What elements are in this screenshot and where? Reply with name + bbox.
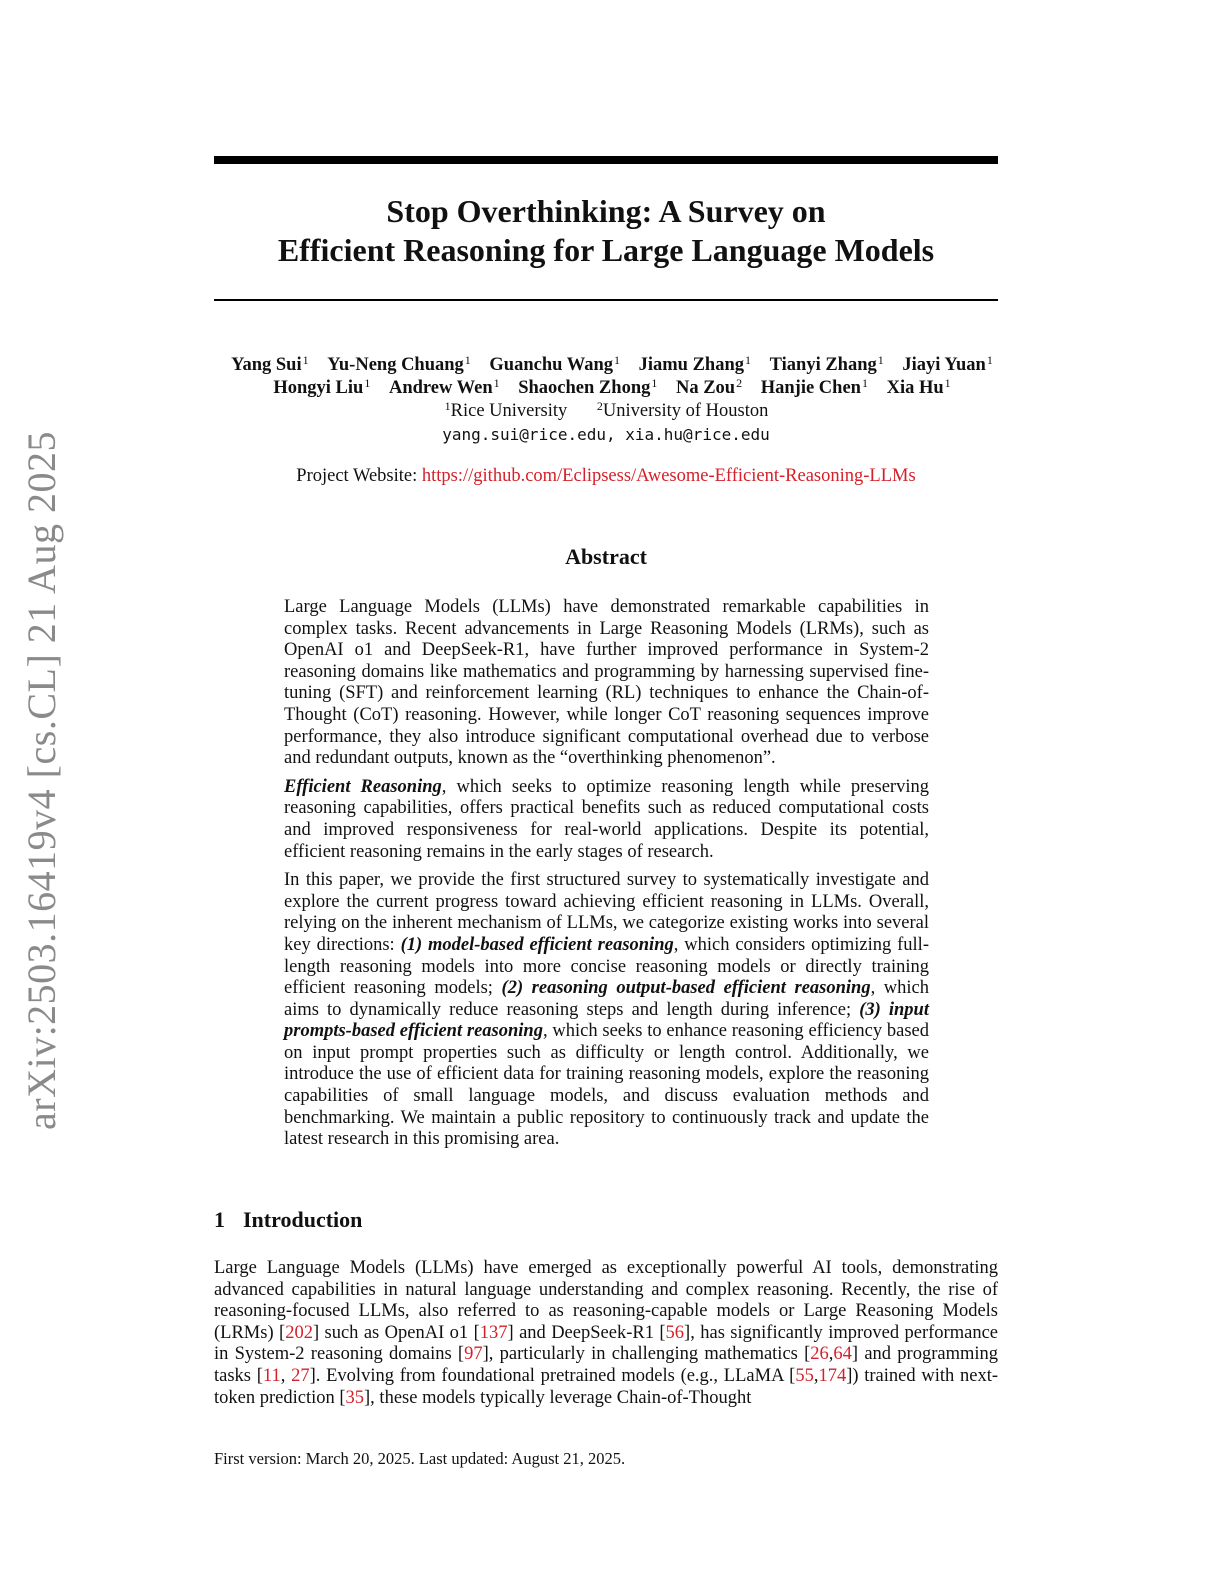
paper-title-line-2: Efficient Reasoning for Large Language Models (277, 232, 935, 268)
affiliation: $^1$Rice University (444, 399, 568, 421)
author-line-1 (150, 354, 1074, 377)
author: Shaochen Zhong$^1$ (518, 376, 658, 398)
citation-link[interactable]: 137 (479, 1322, 508, 1343)
paper-title (214, 192, 998, 270)
title-top-rule (214, 156, 998, 164)
citation-link[interactable]: 26 (810, 1344, 829, 1365)
paper-title-line-1: Stop Overthinking: A Survey on (386, 193, 826, 229)
project-website (214, 465, 998, 488)
citation-link[interactable]: 202 (285, 1322, 313, 1343)
author: Yu-Neng Chuang$^1$ (327, 353, 471, 375)
citation-link[interactable]: 64 (833, 1344, 852, 1365)
author: Jiamu Zhang$^1$ (638, 353, 752, 375)
author: Hongyi Liu$^1$ (273, 376, 371, 398)
abstract-paragraph-3: In this paper, we provide the first structured survey to systematically investigate and explore the current progress toward achieving efficient reasoning in LLMs. Overall, relying on the inherent mechanism of LLMs, we categorize existing works into several key directions: (1) model-based efficient reasoning, which considers optimizing full-length reasoning models into more concise reasoning models or directly training efficient reasoning models; (2) reasoning output-based efficient reasoning, which aims to dynamically reduce reasoning steps and length during inference; (3) input prompts-based efficient reasoning, which seeks to enhance reasoning efficiency based on input prompt properties such as difficulty or length control. Additionally, we introduce the use of efficient data for training reasoning models, explore the reasoning capabilities of small language models, and discuss evaluation methods and benchmarking. We maintain a public repository to continuously track and update the latest research in this promising area. (284, 870, 929, 1150)
version-footnote: First version: March 20, 2025. Last updated: August 21, 2025. (214, 1449, 626, 1468)
introduction-paragraph: Large Language Models (LLMs) have emerged as exceptionally powerful AI tools, demonstrating advanced capabilities in natural language understanding and complex reasoning. Recently, the rise of reasoning-focused LLMs, also referred to as reasoning-capable models or Large Reasoning Models (LRMs) [202] such as OpenAI o1 [137] and DeepSeek-R1 [56], has significantly improved performance in System-2 reasoning domains [97], particularly in challenging mathematics [26,64] and programming tasks [11, 27]. Evolving from foundational pretrained models (e.g., LLaMA [55,174]) trained with next-token prediction [35], these models typically leverage Chain-of-Thought (214, 1258, 998, 1408)
affiliation: $^2$University of Houston (596, 399, 769, 421)
author: Yang Sui$^1$ (231, 353, 309, 375)
title-bottom-rule (214, 299, 998, 301)
section-heading-introduction (214, 1206, 362, 1234)
author: Tianyi Zhang$^1$ (769, 353, 884, 375)
section-title: Introduction (243, 1207, 363, 1232)
abstract-paragraph-2: Efficient Reasoning, which seeks to optimize reasoning length while preserving reasoning capabilities, offers practical benefits such as reduced computational costs and improved responsiveness for real-world applications. Despite its potential, efficient reasoning remains in the early stages of research. (284, 776, 929, 862)
citation-link[interactable]: 27 (291, 1365, 310, 1386)
contact-emails: yang.sui@rice.edu, xia.hu@rice.edu (442, 425, 770, 444)
citation-link[interactable]: 97 (464, 1344, 483, 1365)
project-website-link[interactable]: https://github.com/Eclipsess/Awesome-Efficient-Reasoning-LLMs (421, 466, 916, 486)
author: Na Zou$^2$ (675, 376, 743, 398)
abstract-paragraph-1: Large Language Models (LLMs) have demonstrated remarkable capabilities in complex tasks. Recent advancements in Large Reasoning Models (LRMs), such as OpenAI o1 and DeepSeek-R1, have further improved performance in System-2 reasoning domains like mathematics and programming by harnessing supervised fine-tuning (SFT) and reinforcement learning (RL) techniques to enhance the Chain-of-Thought (CoT) reasoning. However, while longer CoT reasoning sequences improve performance, they also introduce significant computational overhead due to verbose and redundant outputs, known as the “overthinking phenomenon”. (284, 597, 929, 769)
abstract-heading: Abstract (565, 544, 647, 569)
arxiv-identifier-stamp: arXiv:2503.16419v4 [cs.CL] 21 Aug 2025 (19, 431, 64, 1130)
author-line-2 (150, 377, 1074, 400)
author: Andrew Wen$^1$ (388, 376, 500, 398)
author: Jiayi Yuan$^1$ (902, 353, 993, 375)
citation-link[interactable]: 11 (262, 1365, 281, 1386)
project-website-label: Project Website: (296, 466, 422, 486)
section-number: 1 (214, 1207, 225, 1232)
author-list (150, 354, 1074, 400)
citation-link[interactable]: 55 (795, 1365, 814, 1386)
abstract-body (284, 597, 929, 1158)
author: Guanchu Wang$^1$ (489, 353, 620, 375)
citation-link[interactable]: 35 (345, 1387, 365, 1408)
affiliations (214, 400, 998, 423)
author: Hanjie Chen$^1$ (760, 376, 868, 398)
author: Xia Hu$^1$ (886, 376, 951, 398)
citation-link[interactable]: 56 (665, 1322, 685, 1343)
citation-link[interactable]: 174 (818, 1365, 847, 1386)
